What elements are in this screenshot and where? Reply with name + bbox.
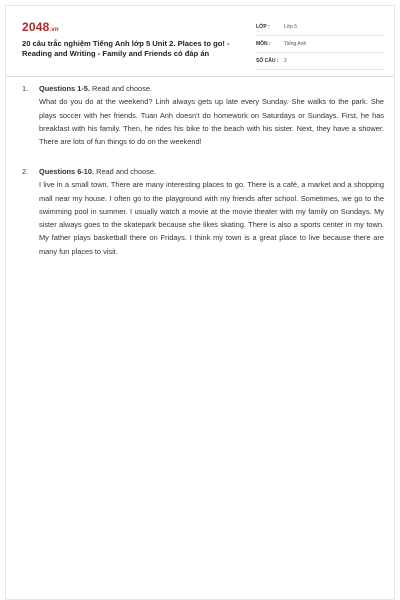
page-header: [6, 6, 394, 76]
question-block-1: [22, 82, 384, 148]
meta-value: 2: [284, 58, 287, 64]
header-divider: [6, 76, 394, 77]
meta-row-count: [256, 54, 384, 70]
logo-tld: .vn: [49, 27, 59, 33]
question-passage: I live in a small town. There are many interesting places to go. There is a café, a market and a shopping mall near my house. I often go to the playground with my friends after school. Sometimes, we go to the swimming pool in summer. I usually watch a movie at the movie theater with my family on Sundays. My sister always goes to the skatepark because she likes skating. There is also a sports center in my town. My father plays basketball there on Fridays. I think my town is a great place to live because there are many fun places to visit.: [39, 180, 384, 256]
question-heading-line: [39, 82, 384, 95]
meta-info: [256, 20, 384, 70]
question-body: [39, 82, 384, 148]
question-instruction: Read and choose.: [89, 84, 152, 93]
page-title: 20 câu trắc nghiệm Tiếng Anh lớp 5 Unit 2. Places to go! - Reading and Writing - Family and Friends có đáp án: [22, 39, 230, 58]
document-page: [5, 5, 395, 600]
question-heading: Questions 6-10.: [39, 167, 95, 176]
logo-text: 2048: [22, 20, 50, 34]
question-number: 1.: [22, 84, 29, 93]
question-instruction: Read and choose.: [94, 167, 157, 176]
question-heading-line: [39, 165, 384, 178]
site-logo[interactable]: [22, 20, 59, 34]
meta-label: LỚP :: [256, 24, 270, 30]
question-heading: Questions 1-5.: [39, 84, 90, 93]
question-block-2: [22, 165, 384, 258]
meta-label: SỐ CÂU :: [256, 58, 279, 64]
question-passage: What do you do at the weekend? Linh always gets up late every Sunday. She walks to the park. She plays soccer with her friends. Tuan Anh doesn't do homework on Saturdays or Sundays. First, he has breakfast with his family. Then, he rides his bike to the beach with his sister. Next, they have a shower. There are lots of fun things to do on the weekend!: [39, 97, 384, 147]
question-number: 2.: [22, 167, 29, 176]
meta-row-grade: [256, 20, 384, 36]
meta-value: Tiếng Anh: [284, 41, 307, 47]
question-body: [39, 165, 384, 258]
meta-row-subject: [256, 37, 384, 53]
meta-value: Lớp 5: [284, 24, 298, 30]
meta-label: MÔN :: [256, 41, 271, 47]
